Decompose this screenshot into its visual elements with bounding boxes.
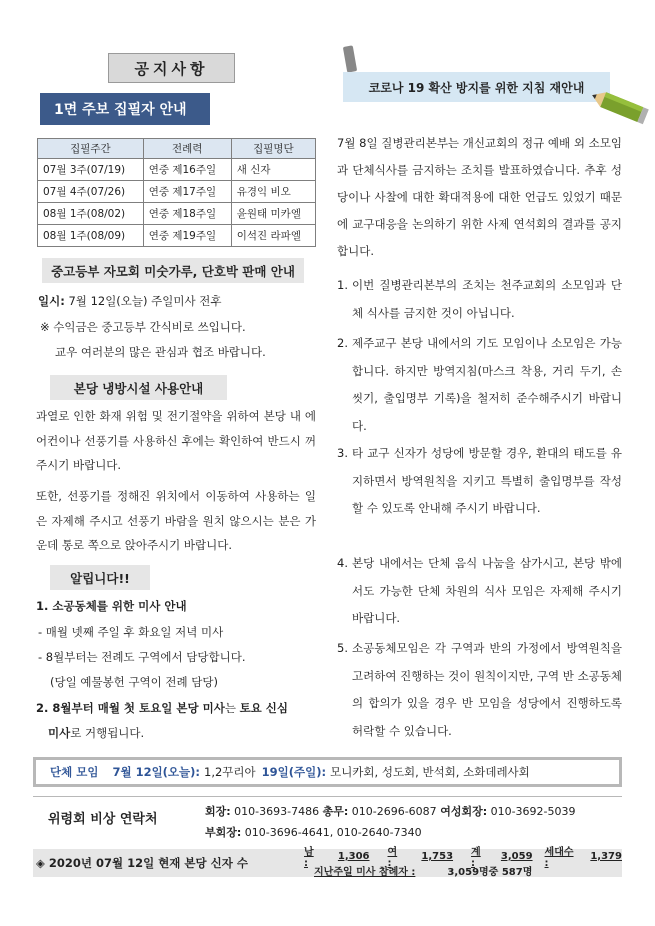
cooling-paragraph-2: 또한, 선풍기를 정해진 위치에서 이동하여 사용하는 일은 자제해 주시고 선풍기 바람을 원치 않으시는 분은 가운데 통로 쪽으로 앉아주시기 바랍니다. [36,489,316,552]
list-item [337,550,622,633]
census-title: ◈ 2020년 07월 12일 현재 본당 신자 수 [36,856,248,870]
total-label: 계 : [471,847,481,869]
notice-1-line-c: (당일 예물봉헌 구역이 전례 담당) [50,675,219,689]
notice-2-part-e: 로 거행됩니다. [70,726,145,740]
sale-date-line [38,289,221,314]
male-count: 1,306 [337,850,370,862]
table-cell: 07월 3주(07/19) [38,159,144,181]
cooling-paragraph-1: 과열로 인한 화재 위험 및 전기절약을 위하여 본당 내 에어컨이나 선풍기를 사용하신 후에는 확인하여 반드시 꺼주시기 바랍니다. [36,409,316,472]
sale-date-label: 일시: [38,294,65,308]
sale-date: 7월 12일(오늘) 주일미사 전후 [68,294,222,308]
group-date-2: 19일(주일): [261,765,327,779]
list-item [337,635,622,745]
notice-2-part-a: 2. 8월부터 매월 첫 토요일 본당 미사 [36,701,225,715]
notice-2-line-2 [48,721,144,746]
list-item [337,440,622,523]
total-count: 3,059 [500,850,533,862]
group-list-1: 1,2꾸리아 [204,765,256,779]
item-text: 이번 질병관리본부의 조치는 천주교회의 소모임과 단체 식사를 금지한 것이 아닙니다. [352,278,622,320]
secretary-phone: 010-2696-6087 [351,805,437,818]
male-label: 남 : [304,847,314,869]
table-row [38,203,316,225]
group-date-1: 7월 12일(오늘): [112,765,201,779]
president-label: 회장: [205,805,231,818]
census-stats [292,849,622,877]
item-number: 3. [337,446,348,460]
item-text: 제주교구 본당 내에서의 기도 모임이나 소모임은 가능합니다. 하지만 방역지침(마스크 착용, 거리 두기, 손 씻기, 출입명부 기록)을 철저히 준수해주시기 바랍니다. [352,336,622,433]
table-cell: 07월 4주(07/26) [38,181,144,203]
contact-label: 위령회 비상 연락처 [48,812,158,827]
item-text: 타 교구 신자가 성당에 방문할 경우, 환대의 태도를 유지하면서 방역원칙을 지키고 특별히 출입명부를 작성할 수 있도록 안내해 주시기 바랍니다. [352,446,622,515]
column-header: 집필명단 [231,139,315,159]
column-header: 집필주간 [38,139,144,159]
table-cell: 이석진 라파엘 [231,225,315,247]
notice-2-part-c: 토요 신심 [239,701,289,715]
writers-heading: 1면 주보 집필자 안내 [40,93,210,125]
table-cell: 연중 제17주일 [143,181,231,203]
group-label: 단체 모임 [50,765,99,779]
notice-2-line-1 [36,696,288,721]
attend-count: 3,059명중 587명 [447,866,533,878]
group-meetings-box [33,757,622,787]
women-label: 여성회장: [440,805,488,818]
writers-table [37,138,316,247]
pencil-icon [588,85,650,127]
women-phone: 010-3692-5039 [490,805,576,818]
group-list-2: 모니카회, 성도회, 반석회, 소화데레사회 [330,765,530,779]
cooling-heading: 본당 냉방시설 사용안내 [50,375,227,400]
attend-label: 지난주일 미사 참례자 : [314,866,416,878]
notice-2-part-b: 는 [224,701,236,715]
female-label: 여 : [387,847,398,869]
item-number: 5. [337,641,348,655]
female-count: 1,753 [421,850,454,862]
table-row [38,159,316,181]
table-row [38,181,316,203]
notice-1-title: 1. 소공동체를 위한 미사 안내 [36,599,187,613]
sale-note: ※ 수익금은 중고등부 간식비로 쓰입니다. [40,320,246,334]
table-cell: 윤원태 미카엘 [231,203,315,225]
table-cell: 연중 제19주일 [143,225,231,247]
pin-icon [343,45,357,72]
vice-phones: 010-3696-4641, 010-2640-7340 [244,826,422,839]
notice-1-line-a: - 매월 넷째 주일 후 화요일 저녁 미사 [38,625,224,639]
table-row [38,225,316,247]
vice-label: 부회장: [205,826,242,839]
divider [33,796,622,797]
contact-line-1 [205,803,576,819]
table-cell: 유경익 비오 [231,181,315,203]
sale-thanks: 교우 여러분의 많은 관심과 협조 바랍니다. [55,345,266,359]
item-number: 4. [337,556,348,570]
item-number: 1. [337,278,348,292]
notice-2-part-d: 미사 [48,726,71,740]
secretary-label: 총무: [322,805,349,818]
notice-1-line-b: - 8월부터는 전례도 구역에서 담당합니다. [38,650,246,664]
contact-line-2 [205,824,422,840]
item-text: 본당 내에서는 단체 음식 나눔을 삼가시고, 본당 밖에서도 가능한 단체 차원의 식사 모임은 자제해 주시기 바랍니다. [352,556,622,625]
households-count: 1,379 [590,850,622,862]
corona-intro: 7월 8일 질병관리본부는 개신교회의 정규 예배 외 소모임과 단체식사를 금지하는 조치를 발표하였습니다. 추후 성당이나 사찰에 대한 확대적용에 대한 언급도 있었기 때문에 교구대응을 논의하기 위한 사제 연석회의 결과를 공지합니다. [337,136,622,258]
corona-heading: 코로나 19 확산 방지를 위한 지침 재안내 [343,72,610,102]
table-cell: 연중 제16주일 [143,159,231,181]
list-item [337,330,622,440]
president-phone: 010-3693-7486 [234,805,320,818]
list-item [337,272,622,327]
table-cell: 08월 1주(08/09) [38,225,144,247]
sale-heading: 중고등부 자모회 미숫가루, 단호박 판매 안내 [42,258,304,283]
column-header: 전례력 [143,139,231,159]
table-header-row [38,139,316,159]
table-cell: 새 신자 [231,159,315,181]
item-number: 2. [337,336,348,350]
item-text: 소공동체모임은 각 구역과 반의 가정에서 방역원칙을 고려하여 진행하는 것이 원칙이지만, 구역 반 소공동체의 합의가 있을 경우 반 모임을 성당에서 진행하도록 허락할 수 있습니다. [352,641,622,738]
table-cell: 연중 제18주일 [143,203,231,225]
households-label: 세대수 : [544,847,574,869]
notice-heading: 알립니다!! [50,565,150,590]
page-title: 공지사항 [108,53,235,83]
table-cell: 08월 1주(08/02) [38,203,144,225]
